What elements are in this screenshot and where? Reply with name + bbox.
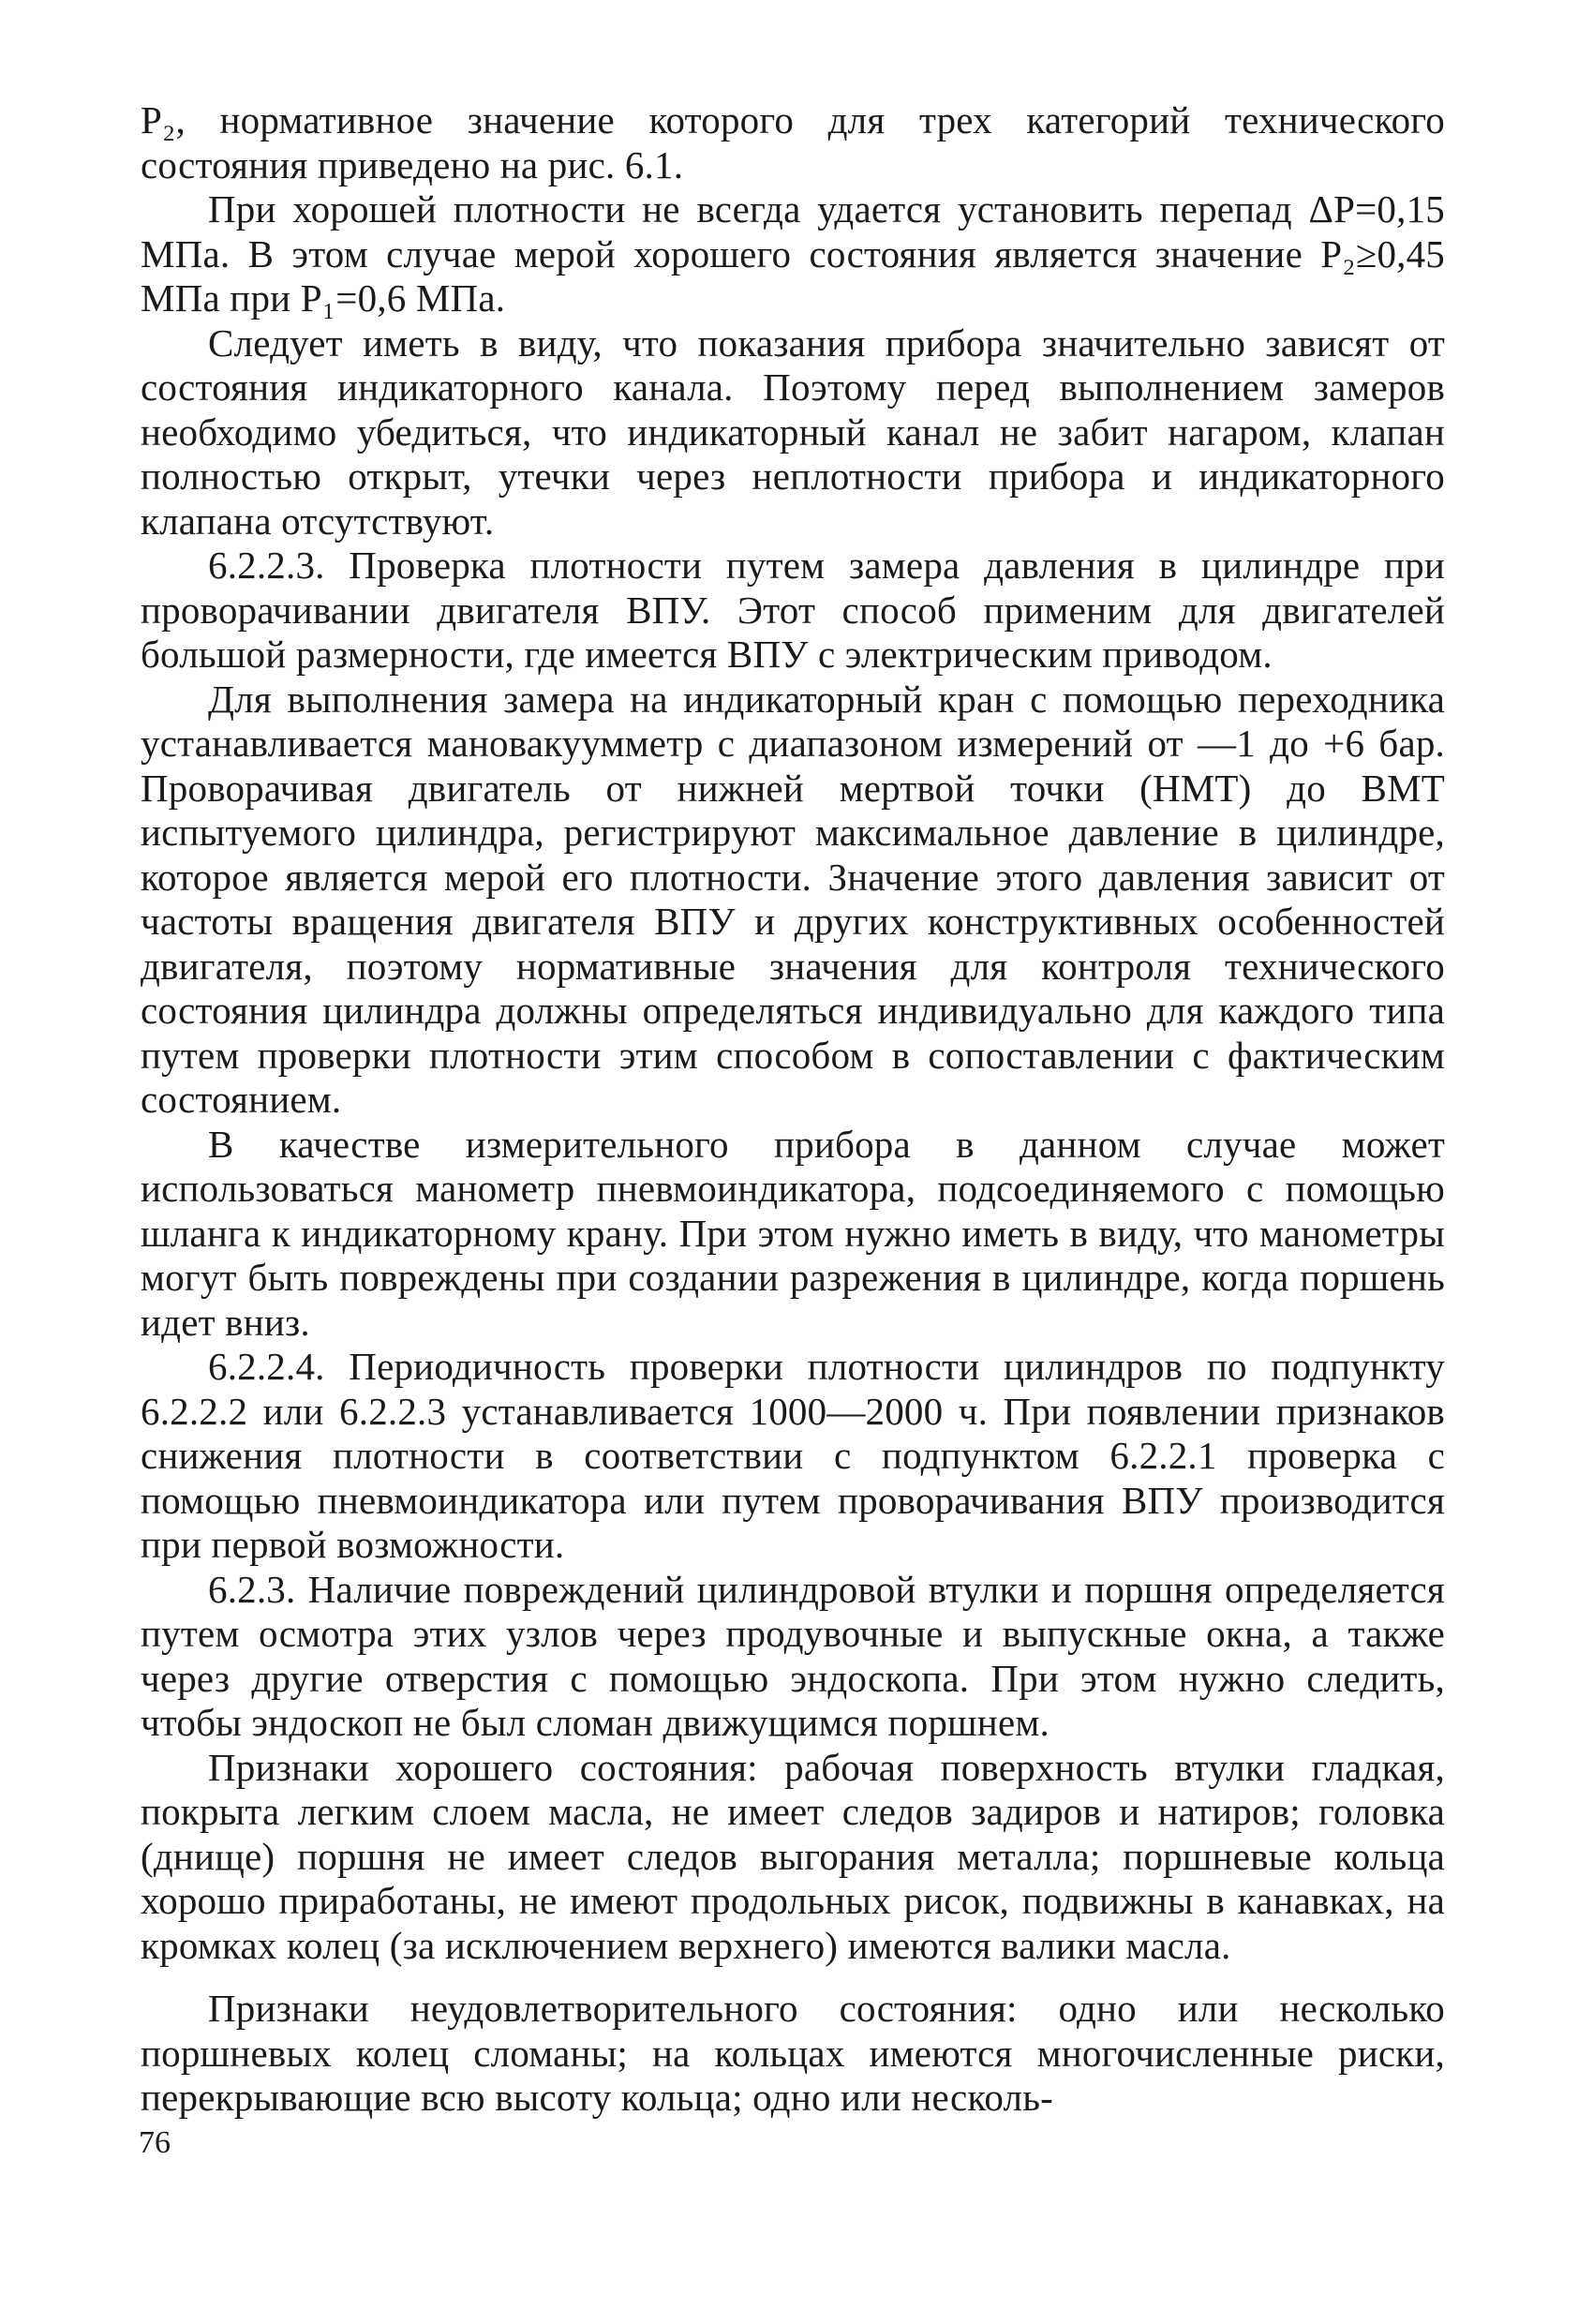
page-number: 76 (139, 2125, 171, 2160)
document-page (141, 98, 1445, 2254)
paragraph-4: 6.2.2.3. Проверка плотности путем замера давления в цилиндре при проворачивании двигателя ВПУ. Этот способ применим для двигателей большой размерности, где имеется ВПУ с электрическим приводом. (141, 544, 1445, 676)
paragraph-9: Признаки хорошего состояния: рабочая поверхность втулки гладкая, покрыта легким слоем масла, не имеет следов задиров и натиров; головка (днище) поршня не имеет следов выгорания металла; поршневые кольца хорошо приработаны, не имеют продольных рисок, подвижны в канавках, на кромках колец (за исключением верхнего) имеются валики масла. (141, 1745, 1445, 1967)
paragraph-5: Для выполнения замера на индикаторный кран с помощью переходника устанавливается мановакуумметр с диапазоном измерений от —1 до +6 бар. Проворачивая двигатель от нижней мертвой точки (НМТ) до ВМТ испытуемого цилиндра, регистрируют максимальное давление в цилиндре, которое является мерой его плотности. Значение этого давления зависит от частоты вращения двигателя ВПУ и других конструктивных особенностей двигателя, поэтому нормативные значения для контроля технического состояния цилиндра должны определяться индивидуально для каждого типа путем проверки плотности этим способом в сопоставлении с фактическим состоянием. (141, 677, 1445, 1121)
paragraph-6: В качестве измерительного прибора в данном случае может использоваться манометр пневмоиндикатора, подсоединяемого с помощью шланга к индикаторному крану. При этом нужно иметь в виду, что манометры могут быть повреждены при создании разрежения в цилиндре, когда поршень идет вниз. (141, 1122, 1445, 1344)
paragraph-3: Следует иметь в виду, что показания прибора значительно зависят от состояния индикаторного канала. Поэтому перед выполнением замеров необходимо убедиться, что индикаторный канал не забит нагаром, клапан полностью открыт, утечки через неплотности прибора и индикаторного клапана отсутствуют. (141, 320, 1445, 543)
paragraph-8: 6.2.3. Наличие повреждений цилиндровой втулки и поршня определяется путем осмотра этих узлов через продувочные и выпускные окна, а также через другие отверстия с помощью эндоскопа. При этом нужно следить, чтобы эндоскоп не был сломан движущимся поршнем. (141, 1567, 1445, 1744)
paragraph-1: P₂, нормативное значение которого для трех категорий технического состояния приведено на рис. 6.1. (141, 98, 1445, 186)
paragraph-10: Признаки неудовлетворительного состояния: одно или несколько поршневых колец сломаны; на кольцах имеются многочисленные риски, перекрывающие всю высоту кольца; одно или несколь- (141, 1987, 1445, 2119)
paragraph-gap (141, 1968, 1445, 1987)
paragraph-7: 6.2.2.4. Периодичность проверки плотности цилиндров по подпункту 6.2.2.2 или 6.2.2.3 устанавливается 1000—2000 ч. При появлении признаков снижения плотности в соответствии с подпунктом 6.2.2.1 проверка с помощью пневмоиндикатора или путем проворачивания ВПУ производится при первой возможности. (141, 1345, 1445, 1566)
paragraph-2: При хорошей плотности не всегда удается установить перепад ΔP=0,15 МПа. В этом случае мерой хорошего состояния является значение P₂≥0,45 МПа при P₁=0,6 МПа. (141, 187, 1445, 320)
